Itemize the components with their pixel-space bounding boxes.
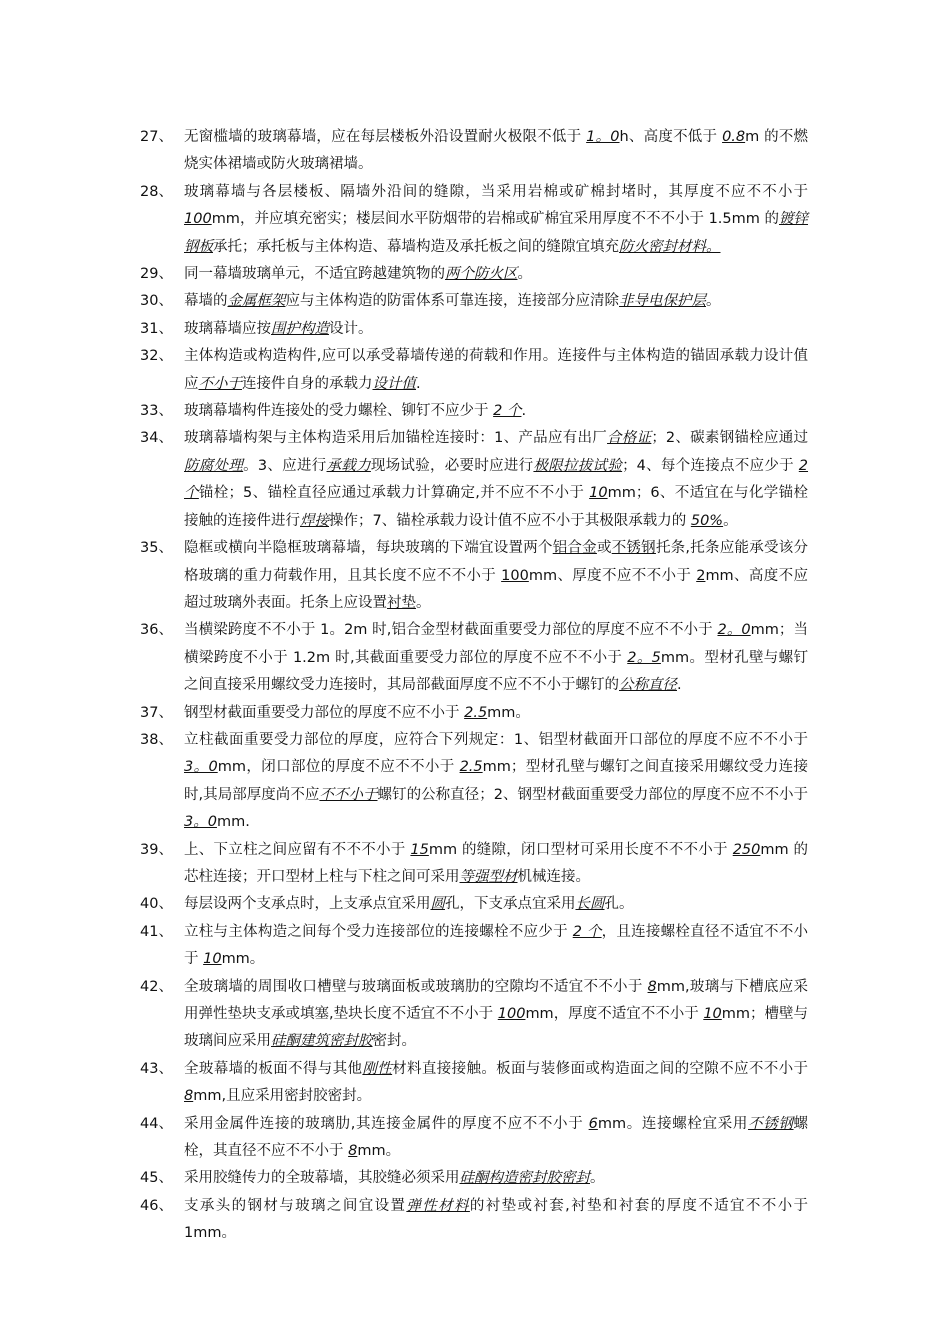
text-segment: 立柱与主体构造之间每个受力连接部位的连接螺栓不应少于: [184, 923, 573, 940]
text-segment: mm.: [216, 814, 250, 831]
text-segment: mm、厚度不应不不小于: [528, 567, 697, 584]
item-text: [184, 425, 808, 535]
item-text: [184, 261, 808, 288]
text-segment: 现场试验，必要时应进行: [370, 457, 534, 474]
underlined-answer: 10: [703, 1006, 722, 1022]
underlined-answer: 承载力: [326, 457, 371, 474]
text-segment: 连接件自身的承载力: [242, 375, 373, 392]
text-segment: mm，厚度不适宜不不小于: [525, 1006, 704, 1022]
underlined-answer: 硅酮建筑密封胶: [271, 1033, 373, 1050]
text-segment: 锚栓；5、锚栓直径应通过承载力计算确定,并不应不不小于: [198, 485, 590, 502]
underlined-answer: 镀锌钢板: [184, 211, 809, 255]
underlined-answer: 等强型材: [459, 868, 518, 885]
underlined-answer: 衬垫: [387, 594, 416, 611]
list-item: [140, 261, 808, 288]
text-segment: mm 的芯柱连接；开口型材上柱与下柱之间可采用: [184, 841, 809, 885]
underlined-answer: 焊接: [300, 512, 329, 529]
text-segment: mm。: [221, 951, 265, 968]
list-item: [140, 891, 808, 918]
item-text: [184, 919, 808, 974]
text-segment: mm、高度不应超过玻璃外表面。托条上应设置: [184, 567, 809, 611]
list-item: [140, 288, 808, 315]
text-segment: 承托；承托板与主体构造、幕墙构造及承托板之间的缝隙宜填充: [213, 238, 619, 255]
underlined-answer: 100: [184, 211, 212, 228]
item-text: [184, 1056, 808, 1111]
underlined-answer: 50%: [690, 512, 724, 529]
item-text: [184, 891, 808, 918]
text-segment: 玻璃幕墙构件连接处的受力螺栓、铆钉不应少于: [184, 403, 494, 420]
text-segment: 螺栓，其直径不应不不小于: [184, 1115, 809, 1160]
text-segment: 设计。: [329, 320, 373, 337]
item-number: 27、: [140, 129, 173, 145]
list-item: [140, 1111, 808, 1166]
underlined-answer: 弹性材料: [406, 1197, 470, 1214]
text-segment: 玻璃幕墙应按: [184, 320, 271, 337]
clause-list: [140, 124, 808, 1248]
text-segment: 采用胶缝传力的全玻幕墙，其胶缝必须采用: [184, 1170, 460, 1187]
item-number: 30、: [140, 293, 173, 310]
text-segment: 。: [723, 512, 738, 529]
text-segment: 同一幕墙玻璃单元，不适宜跨越建筑物的: [184, 266, 445, 283]
list-item: [140, 535, 808, 617]
underlined-answer: 250: [732, 841, 761, 858]
text-segment: 应与主体构造的防雷体系可靠连接，连接部分应清除: [285, 293, 619, 310]
text-segment: m 的不燃烧实体裙墙或防火玻璃裙墙。: [184, 129, 809, 173]
text-segment: h、高度不低于: [619, 129, 723, 145]
text-segment: 全玻幕墙的板面不得与其他: [184, 1060, 363, 1077]
text-segment: mm。型材孔壁与螺钉之间直接采用螺纹受力连接时，其局部截面厚度不应不不小于螺钉的: [184, 649, 809, 694]
list-item: [140, 919, 808, 974]
item-number: 46、: [140, 1197, 173, 1214]
text-segment: mm,且应采用密封胶密封。: [193, 1088, 372, 1105]
text-segment: mm。: [487, 704, 530, 721]
underlined-answer: 2。5: [627, 649, 661, 666]
text-segment: .: [677, 677, 682, 694]
item-text: [184, 316, 808, 343]
text-segment: 孔，下支承点宜采用: [445, 896, 576, 913]
text-segment: mm；型材孔壁与螺钉之间直接采用螺纹受力连接时,其局部厚度尚不应: [184, 759, 808, 803]
list-item: [140, 617, 808, 699]
item-text: [184, 343, 808, 398]
item-text: [184, 700, 808, 727]
underlined-answer: 8: [348, 1143, 358, 1160]
underlined-answer: 硅酮构造密封胶密封: [459, 1170, 590, 1187]
text-segment: mm 的缝隙，闭口型材可采用长度不不不小于: [428, 841, 733, 858]
list-item: [140, 1165, 808, 1192]
list-item: [140, 727, 808, 837]
underlined-answer: 100: [497, 1006, 526, 1022]
text-segment: 材料直接接触。板面与装修面或构造面之间的空隙不应不不小于: [392, 1060, 809, 1077]
text-segment: mm,玻璃与下槽底应采用弹性垫块支承或填塞,垫块长度不适宜不不小于: [184, 978, 808, 1022]
text-segment: 。: [517, 266, 532, 283]
text-segment: 采用金属件连接的玻璃肋,其连接金属件的厚度不应不不小于: [184, 1115, 589, 1132]
underlined-answer: 长圆: [575, 896, 605, 913]
item-text: [184, 974, 808, 1056]
text-segment: 玻璃幕墙构架与主体构造采用后加锚栓连接时：1、产品应有出厂: [184, 430, 608, 447]
text-segment: 操作；7、锚栓承载力设计值不应不小于其极限承载力的: [329, 512, 691, 529]
text-segment: 玻璃幕墙与各层楼板、隔墙外沿间的缝隙，当采用岩棉或矿棉封堵时，其厚度不应不不小于: [184, 183, 808, 200]
underlined-answer: 100: [501, 567, 529, 584]
list-item: [140, 124, 808, 179]
list-item: [140, 974, 808, 1056]
underlined-answer: 不锈钢: [748, 1115, 794, 1132]
text-segment: 螺钉的公称直径；2、钢型材截面重要受力部位的厚度不应不不小于: [377, 786, 809, 803]
underlined-answer: 2.5: [464, 704, 488, 721]
item-number: 36、: [140, 622, 173, 639]
underlined-answer: 6: [588, 1115, 598, 1132]
underlined-answer: 铝合金: [552, 540, 597, 557]
item-text: [184, 1193, 808, 1248]
underlined-answer: 8: [184, 1088, 194, 1105]
text-segment: .: [416, 375, 421, 392]
text-segment: .: [521, 403, 527, 420]
underlined-answer: 10: [589, 485, 608, 502]
text-segment: mm，闭口部位的厚度不应不不小于: [217, 759, 460, 776]
underlined-answer: 10: [203, 951, 222, 968]
text-segment: ；2、碳素钢锚栓应通过: [651, 430, 808, 447]
text-segment: 无窗槛墙的玻璃幕墙，应在每层楼板外沿设置耐火极限不低于: [184, 129, 587, 145]
underlined-answer: 防火密封材料。: [619, 238, 721, 255]
item-text: [184, 124, 808, 179]
underlined-answer: 非导电保护层: [619, 293, 706, 310]
item-text: [184, 617, 808, 699]
item-text: [184, 288, 808, 315]
underlined-answer: 极限拉拔试验: [533, 457, 623, 474]
list-item: [140, 700, 808, 727]
text-segment: 的衬垫或衬套,衬垫和衬套的厚度不适宜不不小于 1mm。: [184, 1197, 809, 1242]
text-segment: mm。连接螺栓宜采用: [597, 1115, 749, 1132]
item-number: 29、: [140, 266, 173, 283]
underlined-answer: 公称直径: [619, 677, 677, 694]
underlined-answer: 2.5: [459, 759, 483, 776]
underlined-answer: 15: [410, 841, 429, 858]
item-number: 31、: [140, 320, 173, 337]
text-segment: 或: [596, 540, 612, 557]
list-item: [140, 179, 808, 261]
text-segment: mm；槽壁与玻璃间应采用: [184, 1006, 809, 1050]
text-segment: 幕墙的: [184, 293, 228, 310]
underlined-answer: 1。0: [586, 129, 620, 145]
text-segment: 全玻璃墙的周围收口槽壁与玻璃面板或玻璃肋的空隙均不适宜不不小于: [184, 978, 648, 995]
list-item: [140, 398, 808, 425]
item-number: 28、: [140, 183, 173, 200]
text-segment: 主体构造或构造构件,应可以承受幕墙传递的荷载和作用。连接件与主体构造的锚固承载力设计值应: [184, 348, 808, 392]
text-segment: 隐框或横向半隐框玻璃幕墙，每块玻璃的下端宜设置两个: [184, 540, 553, 557]
underlined-answer: 刚性: [362, 1060, 393, 1077]
text-segment: 托条,托条应能承受该分格玻璃的重力荷载作用，且其长度不应不不小于: [184, 540, 809, 584]
text-segment: 钢型材截面重要受力部位的厚度不应不小于: [184, 704, 465, 721]
text-segment: 机械连接。: [517, 868, 590, 885]
item-number: 41、: [140, 923, 173, 940]
underlined-answer: 两个防火区: [445, 266, 518, 283]
text-segment: 。: [590, 1170, 605, 1187]
text-segment: mm。: [357, 1143, 401, 1160]
item-text: [184, 179, 808, 261]
underlined-answer: 设计值: [372, 375, 416, 392]
underlined-answer: 8: [647, 978, 657, 995]
underlined-answer: 圆: [430, 896, 445, 913]
item-text: [184, 1165, 808, 1192]
text-segment: mm；当横梁跨度不小于 1.2m 时,其截面重要受力部位的厚度不应不不小于: [184, 622, 809, 666]
text-segment: 。: [706, 293, 721, 310]
text-segment: mm；6、不适宜在与化学锚栓接触的连接件进行: [184, 485, 809, 529]
underlined-answer: 2 个: [572, 923, 602, 940]
item-text: [184, 727, 808, 837]
underlined-answer: 不不小于: [319, 786, 378, 803]
underlined-answer: 不小于: [198, 375, 242, 392]
underlined-answer: 防腐处理: [184, 457, 244, 474]
item-number: 32、: [140, 348, 173, 365]
item-number: 45、: [140, 1170, 173, 1187]
item-number: 35、: [140, 540, 173, 557]
underlined-answer: 2。0: [717, 622, 751, 639]
item-text: [184, 398, 808, 425]
list-item: [140, 837, 808, 892]
text-segment: 立柱截面重要受力部位的厚度，应符合下列规定：1、铝型材截面开口部位的厚度不应不不小于: [184, 731, 808, 748]
underlined-answer: 0.8: [722, 129, 746, 145]
item-text: [184, 837, 808, 892]
underlined-answer: 不锈钢: [611, 540, 656, 557]
underlined-answer: 2 个: [184, 457, 809, 502]
list-item: [140, 1193, 808, 1248]
text-segment: ；4、每个连接点不应少于: [622, 457, 799, 474]
underlined-answer: 3。0: [184, 814, 217, 831]
item-number: 37、: [140, 704, 173, 721]
text-segment: 每层设两个支承点时，上支承点宜采用: [184, 896, 431, 913]
text-segment: mm，并应填充密实；楼层间水平防烟带的岩棉或矿棉宜采用厚度不不不小于 1.5mm 的: [211, 211, 779, 228]
item-text: [184, 535, 808, 617]
item-number: 38、: [140, 731, 173, 748]
text-segment: 。3、应进行: [243, 457, 327, 474]
item-number: 42、: [140, 978, 173, 995]
underlined-answer: 围护构造: [271, 320, 329, 337]
list-item: [140, 1056, 808, 1111]
list-item: [140, 316, 808, 343]
item-text: [184, 1111, 808, 1166]
item-number: 34、: [140, 430, 173, 447]
list-item: [140, 343, 808, 398]
text-segment: 孔。: [604, 896, 634, 913]
underlined-answer: 合格证: [607, 430, 652, 447]
underlined-answer: 2 个: [493, 403, 522, 420]
text-segment: 支承头的钢材与玻璃之间宜设置: [184, 1197, 407, 1214]
underlined-answer: 2: [696, 567, 706, 584]
text-segment: 当横梁跨度不不小于 1。2m 时,铝合金型材截面重要受力部位的厚度不应不不小于: [184, 622, 718, 639]
text-segment: 。: [416, 594, 431, 611]
item-number: 33、: [140, 403, 173, 420]
text-segment: 上、下立柱之间应留有不不不小于: [184, 841, 411, 858]
underlined-answer: 3。0: [184, 759, 218, 776]
item-number: 40、: [140, 896, 173, 913]
item-number: 44、: [140, 1115, 173, 1132]
underlined-answer: 金属框架: [227, 293, 286, 310]
text-segment: ，且连接螺栓直径不适宜不不小于: [184, 923, 809, 968]
item-number: 43、: [140, 1060, 173, 1077]
list-item: [140, 425, 808, 535]
text-segment: 密封。: [372, 1033, 416, 1050]
item-number: 39、: [140, 841, 173, 858]
